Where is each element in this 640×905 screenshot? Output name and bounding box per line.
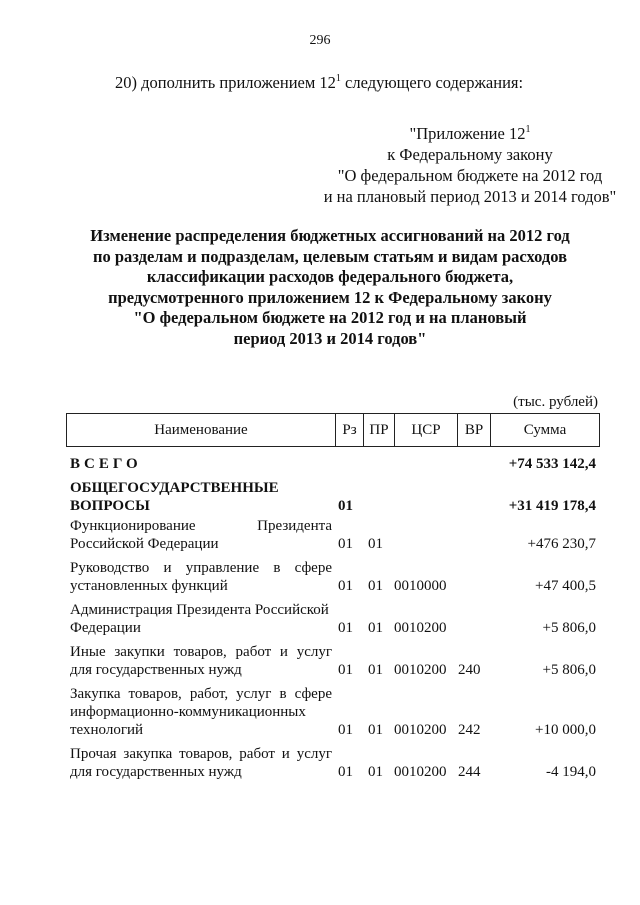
row-rz: 01 <box>338 722 353 738</box>
row-csr: 0010200 <box>394 620 447 636</box>
annex-line-2: к Федеральному закону <box>387 145 553 164</box>
title-line: по разделам и подразделам, целевым статьям и видам расходов <box>92 246 568 266</box>
title-line: Изменение распределения бюджетных ассигнований на 2012 год <box>90 226 570 245</box>
row-pr: 01 <box>368 722 383 738</box>
row-name-line: Администрация Президента Российской <box>70 602 329 618</box>
row-name-line: Прочая закупка товаров, работ и услуг <box>70 746 332 762</box>
title-line: предусмотренного приложением 12 к Федеральному закону <box>108 287 552 307</box>
row-name-line: Функционирование Президента <box>70 518 332 534</box>
intro-text: 20) дополнить приложением 12 <box>115 73 336 92</box>
table-row <box>66 745 600 781</box>
annex-line-1-text: "Приложение 12 <box>409 124 526 143</box>
table-row <box>66 643 600 679</box>
row-rz: 01 <box>338 662 353 678</box>
row-pr: 01 <box>368 662 383 678</box>
row-pr: 01 <box>368 536 383 552</box>
row-csr: 0010000 <box>394 578 447 594</box>
row-name-line: информационно-коммуникационных <box>70 704 306 720</box>
row-name-line: Иные закупки товаров, работ и услуг <box>70 644 332 660</box>
row-sum: +5 806,0 <box>542 620 596 636</box>
row-name <box>70 745 332 781</box>
header-pr: ПР <box>364 414 395 447</box>
header-sum: Сумма <box>491 414 600 447</box>
annex-line-1 <box>290 123 640 144</box>
row-sum: +10 000,0 <box>535 722 596 738</box>
annex-line-3: "О федеральном бюджете на 2012 год <box>337 166 603 185</box>
row-name-line: Российской Федерации <box>70 536 219 552</box>
row-name <box>70 685 332 739</box>
row-sum: +47 400,5 <box>535 578 596 594</box>
row-csr: 0010200 <box>394 764 447 780</box>
header-name: Наименование <box>67 414 336 447</box>
row-rz: 01 <box>338 620 353 636</box>
row-csr: 0010200 <box>394 722 447 738</box>
row-name <box>70 479 332 515</box>
row-name-line: Закупка товаров, работ, услуг в сфере <box>70 686 332 702</box>
intro-tail: следующего содержания: <box>340 73 524 92</box>
row-rz: 01 <box>338 764 353 780</box>
row-name-line: технологий <box>70 722 144 738</box>
row-rz: 01 <box>338 578 353 594</box>
header-vr: ВР <box>458 414 491 447</box>
row-pr: 01 <box>368 578 383 594</box>
row-pr: 01 <box>368 764 383 780</box>
row-name-line: для государственных нужд <box>70 764 242 780</box>
row-name-line: ВОПРОСЫ <box>70 498 150 514</box>
row-name-line: ОБЩЕГОСУДАРСТВЕННЫЕ <box>70 480 279 496</box>
row-sum: +5 806,0 <box>542 662 596 678</box>
header-rz: Рз <box>336 414 364 447</box>
table-row <box>66 517 600 553</box>
title-line: период 2013 и 2014 годов" <box>233 328 427 348</box>
table-row <box>66 601 600 637</box>
row-csr: 0010200 <box>394 662 447 678</box>
intro-line <box>115 73 523 93</box>
row-vr: 240 <box>458 662 481 678</box>
annex-line-4: и на плановый период 2013 и 2014 годов" <box>323 187 617 206</box>
title-line: классификации расходов федерального бюджета, <box>146 267 514 286</box>
annex-header <box>290 123 640 207</box>
row-name-line: Руководство и управление в сфере <box>70 560 332 576</box>
table-row <box>66 479 600 515</box>
header-csr: ЦСР <box>395 414 458 447</box>
row-pr: 01 <box>368 620 383 636</box>
row-sum: +31 419 178,4 <box>508 498 596 514</box>
intro-sup: 1 <box>335 72 341 84</box>
row-sum: +74 533 142,4 <box>508 456 596 472</box>
document-title <box>60 226 600 349</box>
row-rz: 01 <box>338 536 353 552</box>
row-name-line: для государственных нужд <box>70 662 242 678</box>
annex-line-1-sup: 1 <box>525 123 531 135</box>
row-name-line: Федерации <box>70 620 141 636</box>
row-name <box>70 517 332 553</box>
row-name <box>70 643 332 679</box>
row-vr: 244 <box>458 764 481 780</box>
row-sum: +476 230,7 <box>527 536 596 552</box>
table-row-total <box>66 455 600 473</box>
title-line: "О федеральном бюджете на 2012 год и на плановый <box>133 308 527 327</box>
row-sum: -4 194,0 <box>546 764 596 780</box>
table-header <box>66 413 600 447</box>
page-number: 296 <box>309 33 331 48</box>
row-vr: 242 <box>458 722 481 738</box>
row-name: ВСЕГО <box>70 456 142 472</box>
units-label: (тыс. рублей) <box>513 394 598 410</box>
row-name <box>70 601 332 637</box>
row-name <box>70 559 332 595</box>
row-rz: 01 <box>338 498 353 514</box>
row-name-line: установленных функций <box>70 578 228 594</box>
table-row <box>66 559 600 595</box>
table-row <box>66 685 600 739</box>
